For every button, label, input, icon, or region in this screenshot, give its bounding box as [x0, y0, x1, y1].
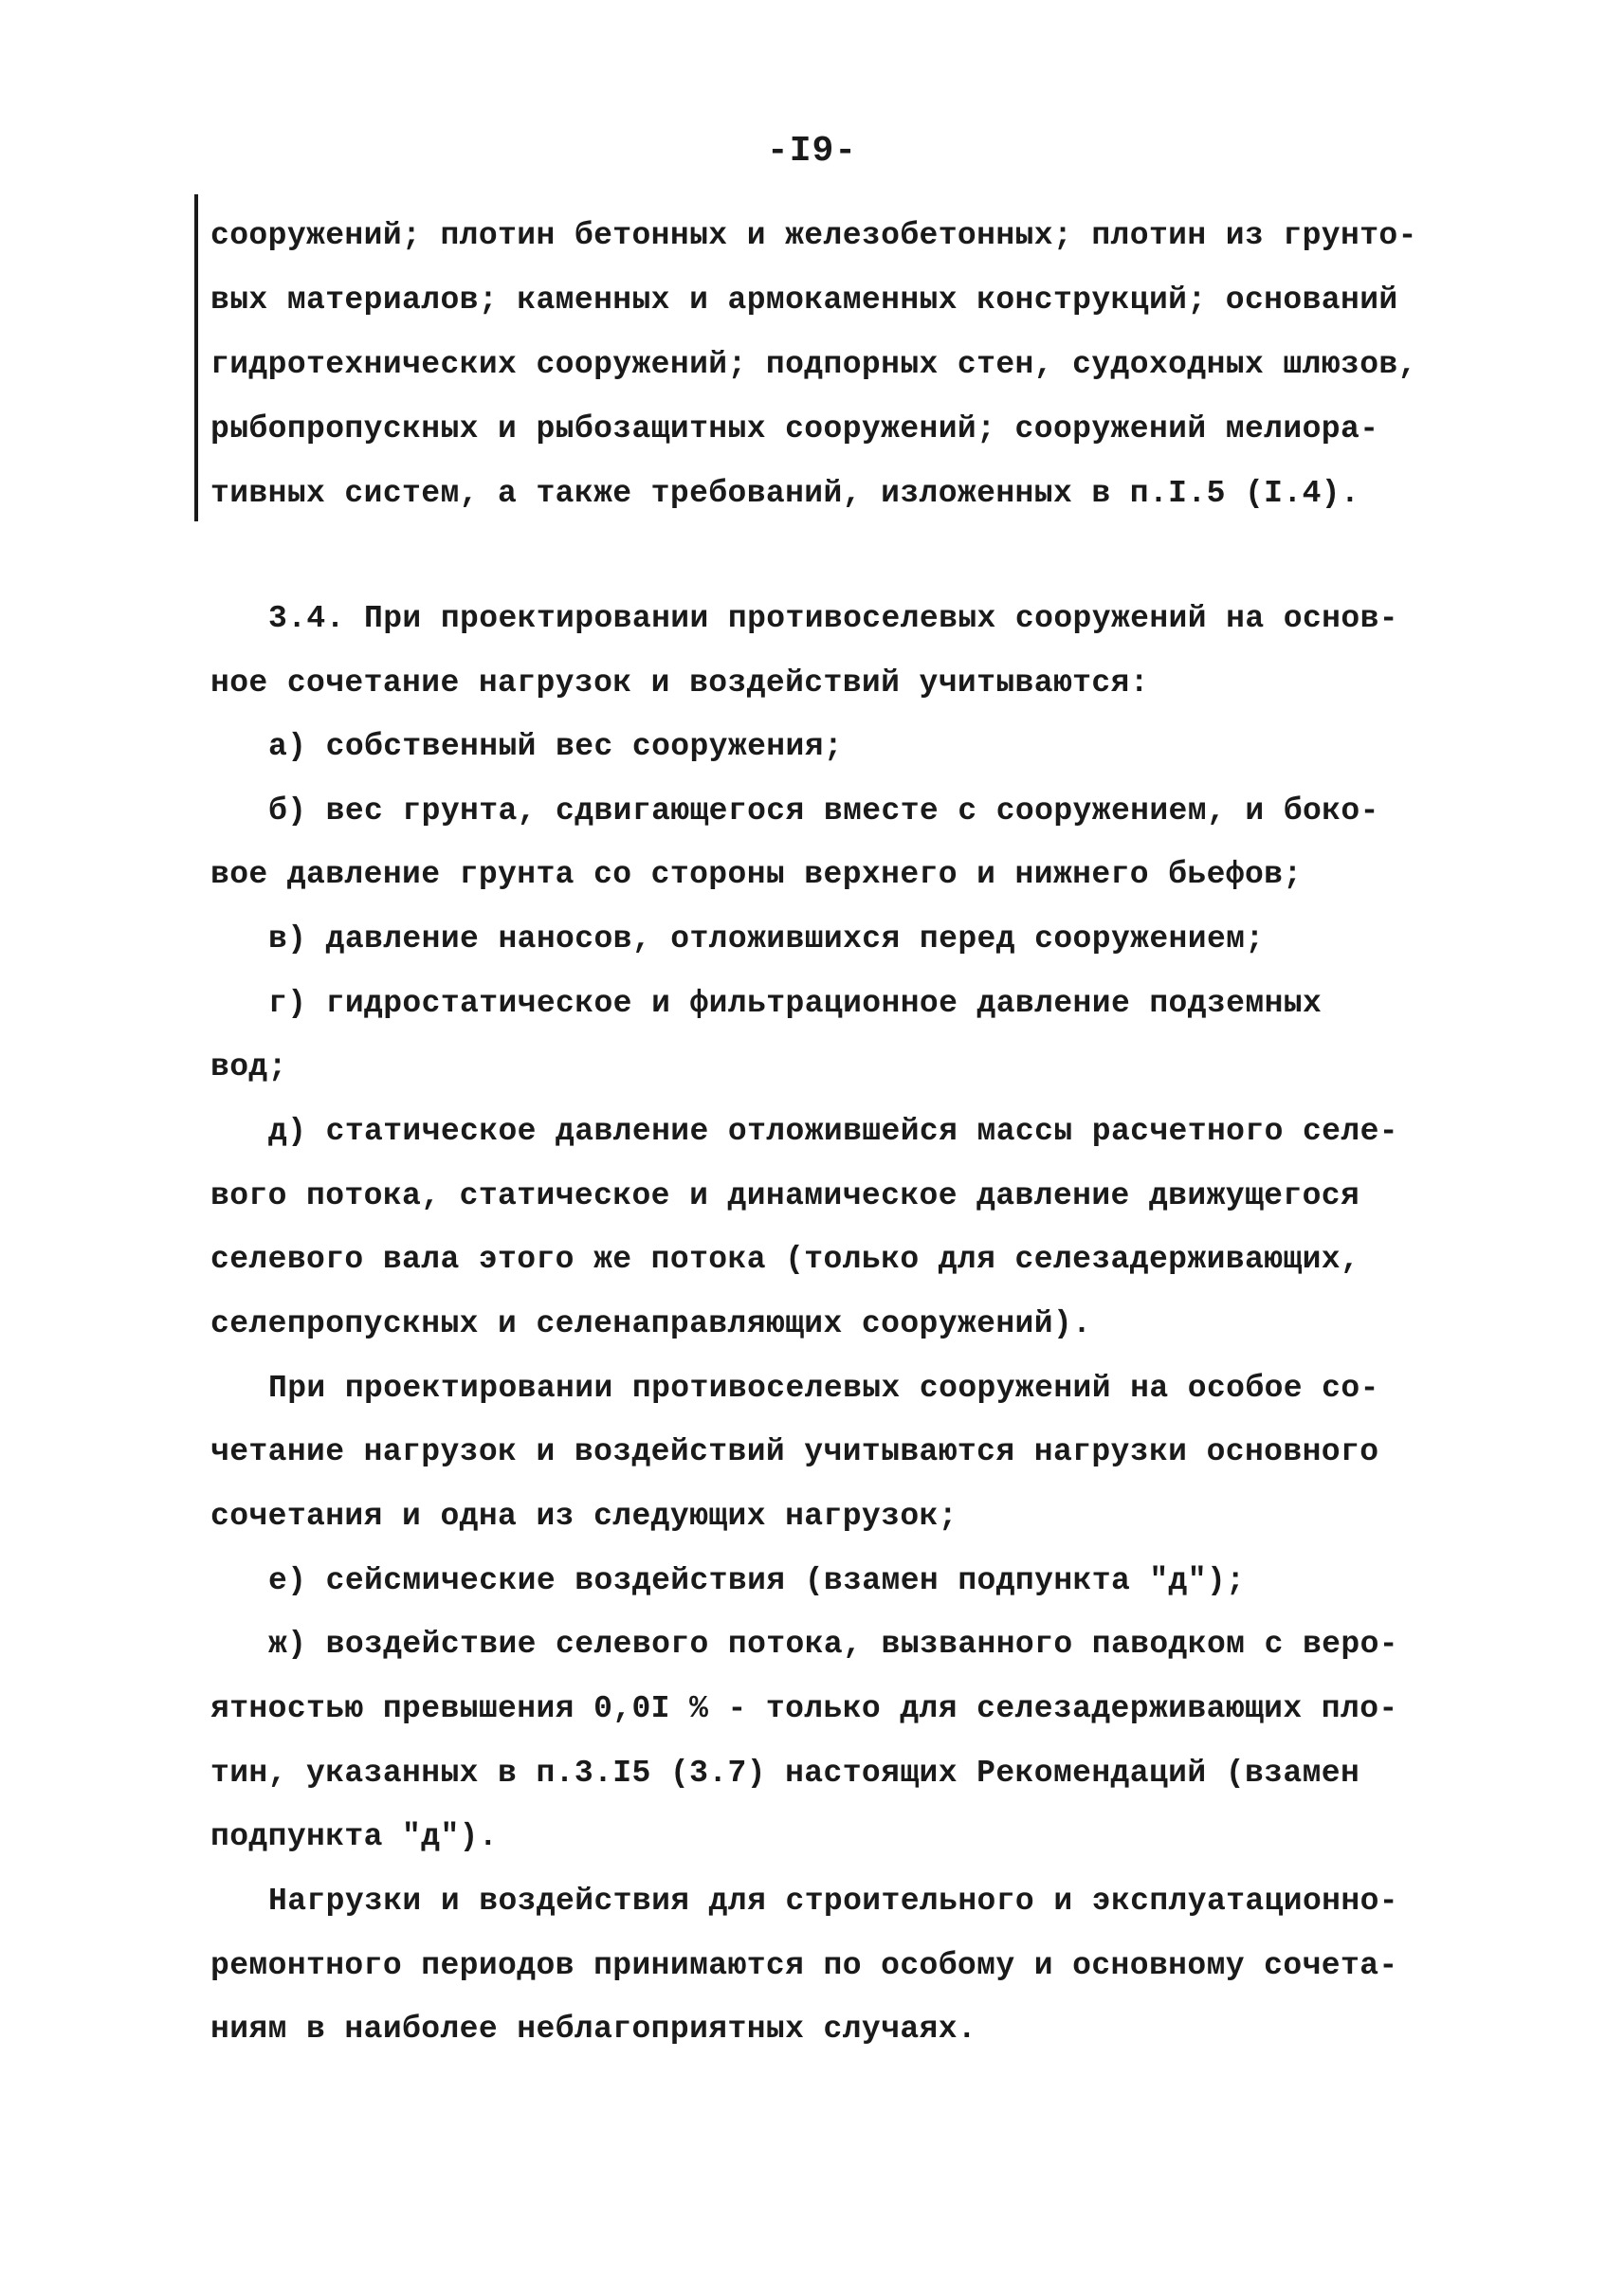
paragraph-heading-3-4: 3.4. При проектировании противоселевых сооружений на основ- — [268, 601, 1398, 636]
list-item: б) вес грунта, сдвигающегося вместе с сооружением, и боко- — [268, 793, 1379, 829]
text-line: сооружений; плотин бетонных и железобетонных; плотин из грунто- — [210, 218, 1417, 253]
list-item: г) гидростатическое и фильтрационное давление подземных — [268, 986, 1323, 1021]
list-item: ж) воздействие селевого потока, вызванного паводком с веро- — [268, 1627, 1398, 1662]
text-line: тин, указанных в п.3.I5 (3.7) настоящих Рекомендаций (взамен — [210, 1756, 1360, 1791]
list-item: д) статическое давление отложившейся массы расчетного селе- — [268, 1114, 1398, 1149]
text-line: подпункта "д"). — [210, 1819, 499, 1854]
paragraph-start: Нагрузки и воздействия для строительного и эксплуатационно- — [268, 1884, 1398, 1919]
text-line: рыбопропускных и рыбозащитных сооружений; сооружений мелиора- — [210, 411, 1379, 446]
text-line: ниям в наиболее неблагоприятных случаях. — [210, 2012, 977, 2047]
text-line: четание нагрузок и воздействий учитываются нагрузки основного — [210, 1434, 1379, 1469]
text-line: вых материалов; каменных и армокаменных конструкций; оснований — [210, 282, 1398, 318]
text-line: ное сочетание нагрузок и воздействий учитываются: — [210, 665, 1149, 701]
text-line: вое давление грунта со стороны верхнего и нижнего бьефов; — [210, 857, 1303, 892]
text-line: сочетания и одна из следующих нагрузок; — [210, 1499, 958, 1534]
margin-change-bar — [194, 194, 198, 521]
text-line: тивных систем, а также требований, изложенных в п.I.5 (I.4). — [210, 476, 1360, 511]
text-line: ятностью превышения 0,0I % - только для селезадерживающих пло- — [210, 1691, 1398, 1726]
text-line: гидротехнических сооружений; подпорных стен, судоходных шлюзов, — [210, 347, 1417, 382]
text-line: вод; — [210, 1049, 287, 1084]
text-line: селепропускных и селенаправляющих сооружений). — [210, 1306, 1092, 1341]
list-item: е) сейсмические воздействия (взамен подпункта "д"); — [268, 1563, 1246, 1598]
text-line: вого потока, статическое и динамическое давление движущегося — [210, 1178, 1360, 1213]
text-line: ремонтного периодов принимаются по особому и основному сочета- — [210, 1948, 1398, 1983]
page-number: -I9- — [766, 131, 858, 172]
list-item: в) давление наносов, отложившихся перед сооружением; — [268, 921, 1265, 956]
list-item: а) собственный вес сооружения; — [268, 729, 844, 764]
text-line: селевого вала этого же потока (только для селезадерживающих, — [210, 1242, 1360, 1277]
paragraph-start: При проектировании противоселевых сооружений на особое со- — [268, 1371, 1379, 1406]
